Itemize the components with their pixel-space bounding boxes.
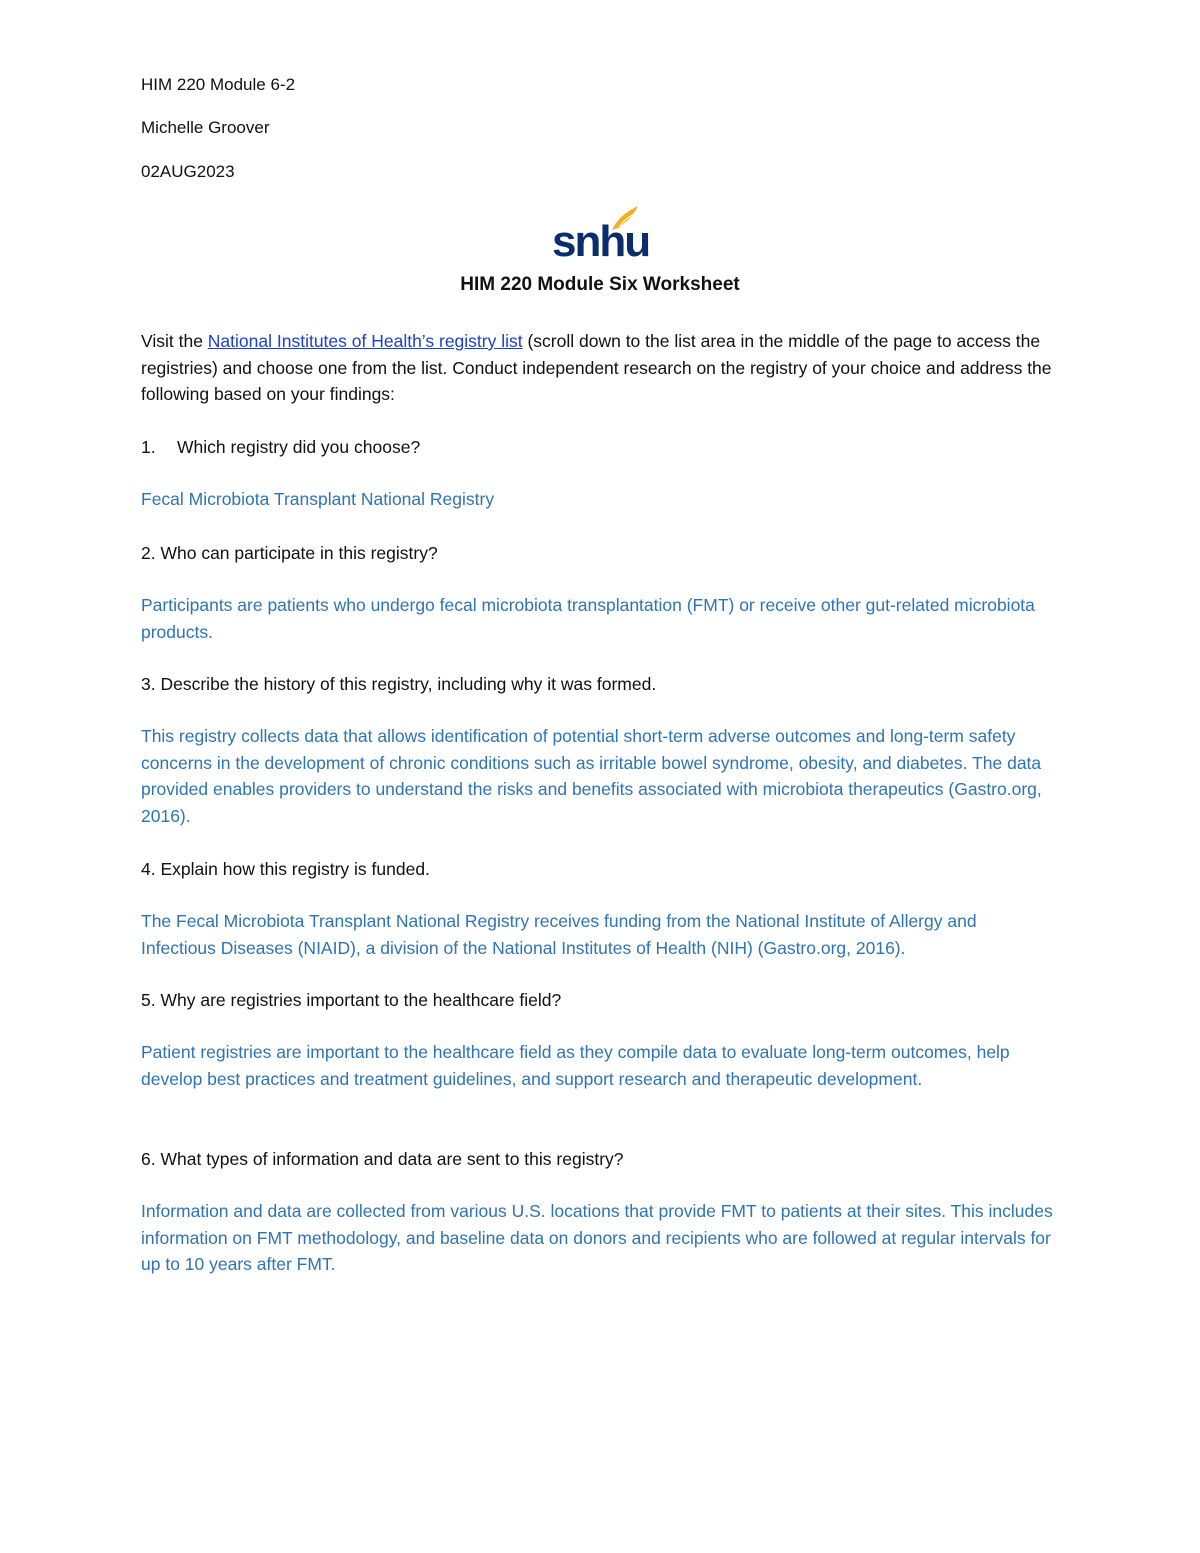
question-text: Describe the history of this registry, including why it was formed.: [160, 674, 657, 694]
student-name: Michelle Groover: [141, 118, 270, 137]
answer-1: Fecal Microbiota Transplant National Registry: [141, 489, 495, 509]
question-3: [141, 671, 1061, 698]
course-header: HIM 220 Module 6-2: [141, 75, 296, 94]
snhu-logo: [552, 204, 650, 266]
answer-4: The Fecal Microbiota Transplant National Registry receives funding from the National Institute of Allergy and Infectious Diseases (NIAID), a division of the National Institutes of Health (NIH) (Gastro.org, 2016).: [141, 911, 977, 958]
question-number: 6.: [141, 1149, 156, 1169]
question-2: [141, 540, 1061, 567]
question-4: [141, 856, 1061, 883]
logo-wordmark: snhu: [552, 217, 650, 266]
nih-registry-link[interactable]: National Institutes of Health’s registry list: [207, 331, 523, 351]
intro-after: (scroll down to the list area in the middle of the page to access the registries) and choose one from the list. Conduct independent research on the registry of your choice and address the following based on your findings:: [141, 331, 1052, 404]
question-number: 1.: [141, 437, 156, 457]
instructions-paragraph: [141, 328, 1061, 408]
submission-date: 02AUG2023: [141, 162, 235, 181]
intro-before: Visit the: [141, 331, 208, 351]
question-6: [141, 1146, 1061, 1173]
question-number: 4.: [141, 859, 156, 879]
question-text: What types of information and data are sent to this registry?: [160, 1149, 624, 1169]
answer-2: Participants are patients who undergo fecal microbiota transplantation (FMT) or receive other gut-related microbiota products.: [141, 595, 1035, 642]
answer-3: This registry collects data that allows identification of potential short-term adverse outcomes and long-term safety concerns in the development of chronic conditions such as irritable bowel syndrome, obesity, and diabetes. The data provided enables providers to understand the risks and benefits associated with microbiota therapeutics (Gastro.org, 2016).: [141, 726, 1042, 826]
question-number: 2.: [141, 543, 156, 563]
question-text: Which registry did you choose?: [177, 437, 421, 457]
question-5: [141, 987, 1061, 1014]
answer-5: Patient registries are important to the healthcare field as they compile data to evaluate long-term outcomes, help develop best practices and treatment guidelines, and support research and therapeutic development.: [141, 1042, 1010, 1089]
question-text: Why are registries important to the healthcare field?: [160, 990, 562, 1010]
answer-6: Information and data are collected from various U.S. locations that provide FMT to patients at their sites. This includes information on FMT methodology, and baseline data on donors and recipients who are followed at regular intervals for up to 10 years after FMT.: [141, 1201, 1053, 1274]
question-number: 3.: [141, 674, 156, 694]
question-number: 5.: [141, 990, 156, 1010]
question-text: Who can participate in this registry?: [160, 543, 438, 563]
worksheet-title: HIM 220 Module Six Worksheet: [460, 274, 740, 295]
question-text: Explain how this registry is funded.: [160, 859, 430, 879]
question-1: [141, 434, 1061, 461]
